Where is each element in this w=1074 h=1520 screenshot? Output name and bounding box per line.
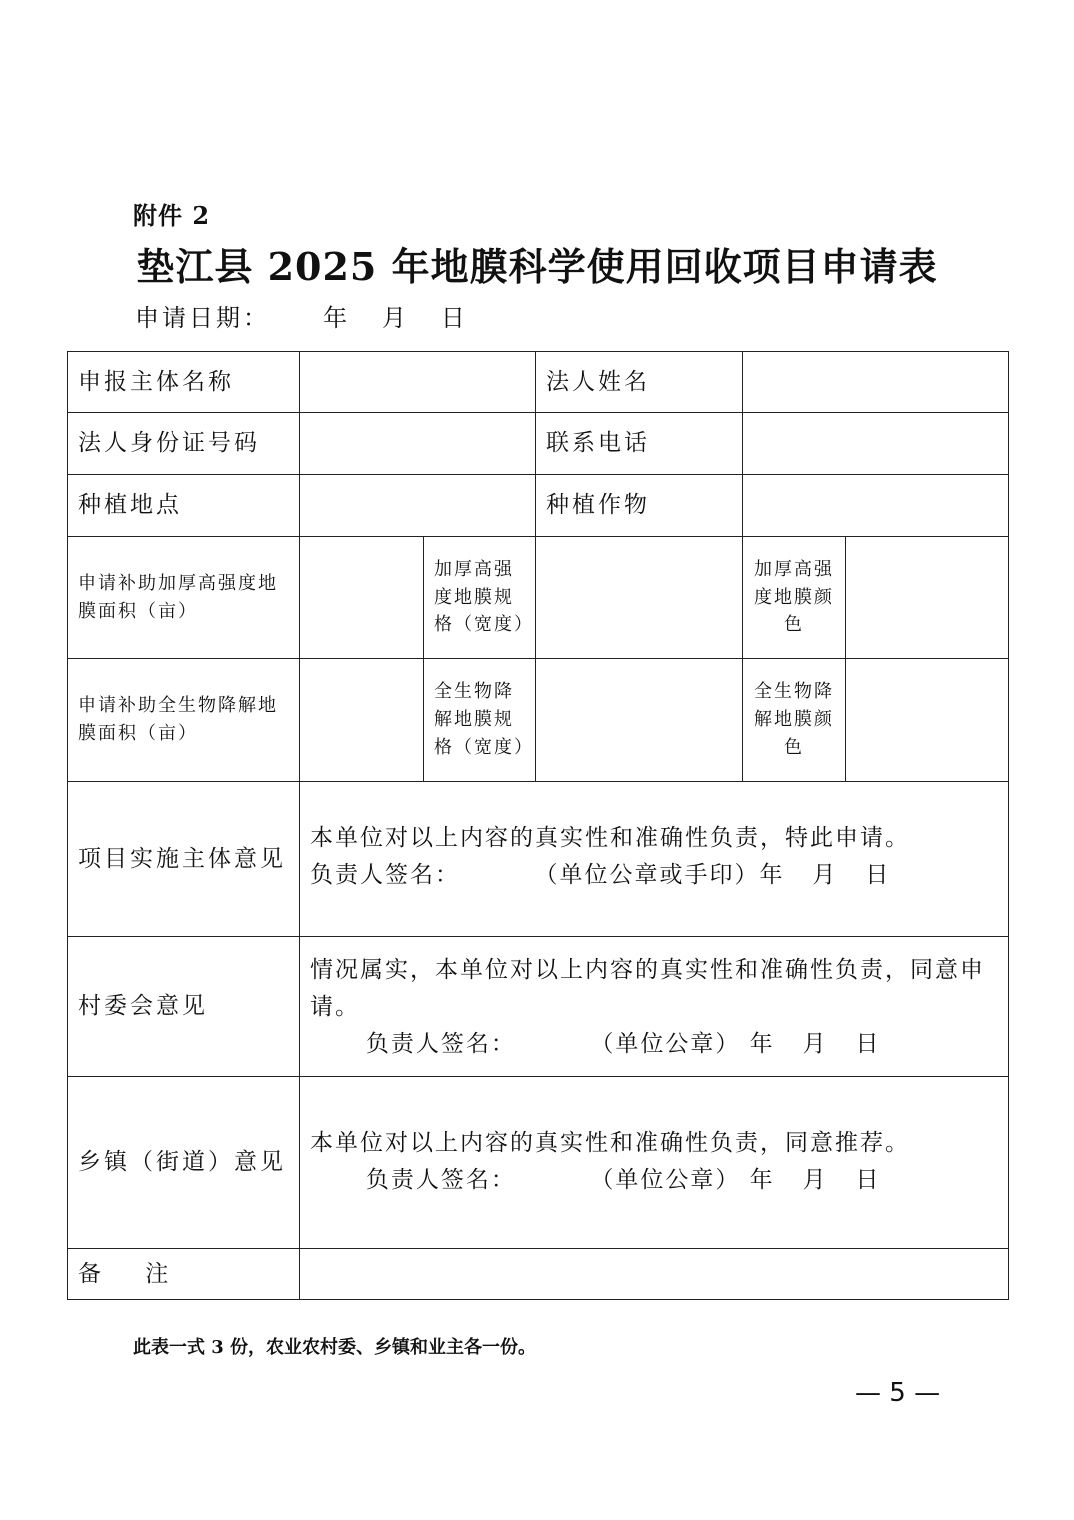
bio-film-color-field[interactable] [846,659,1009,782]
legal-person-label: 法人姓名 [536,352,743,413]
remark-label: 备 注 [68,1249,300,1300]
thick-film-area-label: 申请补助加厚高强度地膜面积（亩） [68,537,300,659]
thick-film-color-field[interactable] [846,537,1009,659]
crop-field[interactable] [743,475,1009,537]
bio-film-area-field[interactable] [300,659,424,782]
thick-film-color-label: 加厚高强度地膜颜色 [743,537,846,659]
bio-film-area-label: 申请补助全生物降解地膜面积（亩） [68,659,300,782]
applicant-name-label: 申报主体名称 [68,352,300,413]
attachment-label: 附件 2 [133,201,211,230]
village-opinion-cell[interactable] [300,937,1009,1077]
thick-film-spec-label: 加厚高强度地膜规格（宽度） [424,537,536,659]
town-sign-line: 负责人签名： （单位公章） 年 月 日 [310,1167,881,1193]
application-form-table [67,351,1009,1300]
village-sign-line: 负责人签名： （单位公章） 年 月 日 [310,1031,881,1057]
planting-site-label: 种植地点 [68,475,300,537]
planting-site-field[interactable] [300,475,536,537]
bio-film-spec-field[interactable] [536,659,743,782]
form-title: 垫江县 2025 年地膜科学使用回收项目申请表 [136,244,938,289]
implementer-opinion-label: 项目实施主体意见 [68,782,300,937]
page-number: — 5 — [855,1378,941,1408]
thick-film-spec-field[interactable] [536,537,743,659]
thick-film-area-field[interactable] [300,537,424,659]
phone-field[interactable] [743,413,1009,475]
footnote: 此表一式 3 份，农业农村委、乡镇和业主各一份。 [133,1337,537,1358]
implementer-sign-line: 负责人签名： （单位公章或手印）年 月 日 [310,862,891,888]
town-opinion-cell[interactable] [300,1077,1009,1249]
town-opinion-label: 乡镇（街道）意见 [68,1077,300,1249]
application-date: 申请日期： 年 月 日 [135,304,468,332]
bio-film-spec-label: 全生物降解地膜规格（宽度） [424,659,536,782]
town-opinion-text: 本单位对以上内容的真实性和准确性负责，同意推荐。 [310,1130,910,1156]
id-number-label: 法人身份证号码 [68,413,300,475]
implementer-opinion-text: 本单位对以上内容的真实性和准确性负责，特此申请。 [310,825,910,851]
village-opinion-label: 村委会意见 [68,937,300,1077]
village-opinion-text-1: 情况属实，本单位对以上内容的真实性和准确性负责，同意申 [310,957,985,983]
village-opinion-text-2: 请。 [310,994,360,1020]
phone-label: 联系电话 [536,413,743,475]
id-number-field[interactable] [300,413,536,475]
applicant-name-field[interactable] [300,352,536,413]
legal-person-field[interactable] [743,352,1009,413]
crop-label: 种植作物 [536,475,743,537]
remark-field[interactable] [300,1249,1009,1300]
implementer-opinion-cell[interactable] [300,782,1009,937]
bio-film-color-label: 全生物降解地膜颜色 [743,659,846,782]
